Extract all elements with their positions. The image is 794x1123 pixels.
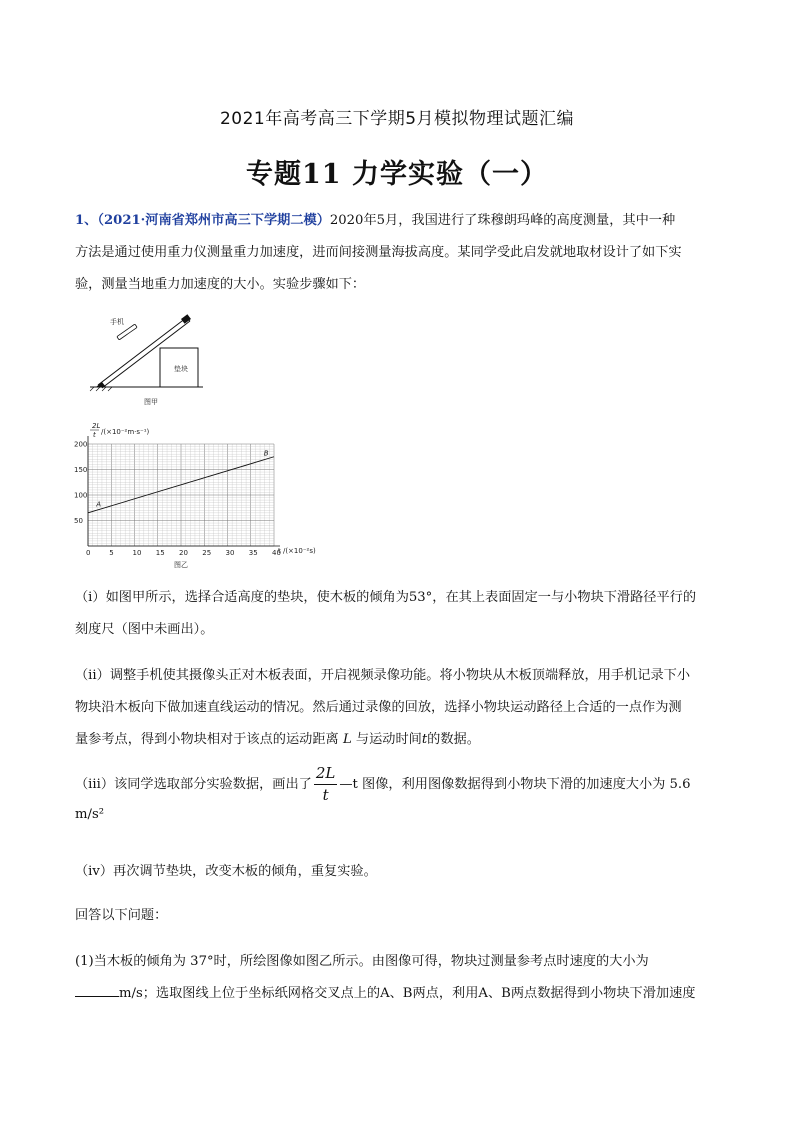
page-title: 专题11 力学实验（一）	[246, 159, 548, 190]
y-label-unit: /(×10⁻²m·s⁻¹)	[101, 428, 150, 436]
figure-a-caption: 图甲	[144, 398, 158, 406]
answer-prompt: 回答以下问题：	[75, 908, 168, 923]
intro-line-2: 方法是通过使用重力仪测量重力加速度，进而间接测量海拔高度。某同学受此启发就地取材设计了如下实	[75, 245, 682, 260]
step-2	[75, 660, 725, 756]
step-4-text: 再次调节垫块，改变木板的倾角，重复实验。	[113, 864, 377, 879]
x-tick-label: 0	[86, 549, 91, 557]
step-1-line-1: 如图甲所示，选择合适高度的垫块，使木板的倾角为53°，在其上表面固定一与小物块下滑路径平行的	[105, 590, 697, 605]
intro-line-1: 2020年5月，我国进行了珠穆朗玛峰的高度测量，其中一种	[329, 213, 676, 228]
question-line-1	[75, 205, 725, 237]
fraction-numerator: 2L	[314, 766, 338, 785]
step-3-pre: 该同学选取部分实验数据，画出了	[114, 777, 312, 792]
step-1-label: （i）	[75, 590, 106, 605]
y-label-denominator: t	[93, 431, 96, 439]
part-1-line-2: m/s；选取图线上位于坐标纸网格交叉点上的A、B两点，利用A、B两点数据得到小物块下滑加速度	[119, 986, 696, 1001]
x-tick-label: 25	[202, 549, 212, 557]
question-number: 1、	[75, 213, 98, 228]
x-label: t /(×10⁻²s)	[278, 547, 316, 555]
x-tick-label: 30	[225, 549, 235, 557]
step-2-label: （ii）	[75, 668, 110, 683]
y-tick-label: 150	[74, 466, 88, 474]
x-tick-label: 20	[179, 549, 188, 557]
part-1-line-1: (1)当木板的倾角为 37°时，所绘图像如图乙所示。由图像可得，物块过测量参考点时速度的大小为	[75, 954, 649, 969]
fraction-2L-over-t	[314, 766, 338, 803]
step-1-line-2: 刻度尺（图中未画出）。	[75, 622, 214, 637]
x-tick-label: 40	[272, 549, 281, 557]
ground-hatching	[90, 387, 112, 391]
x-tick-label: 10	[132, 549, 142, 557]
graph-y-label	[90, 422, 150, 439]
part-1	[75, 946, 725, 1010]
y-tick-label: 50	[74, 517, 83, 525]
question-intro	[75, 205, 725, 301]
step-4-label: （iv）	[75, 864, 114, 879]
document-header: 2021年高考高三下学期5月模拟物理试题汇编	[219, 109, 575, 129]
step-3	[75, 766, 725, 831]
step-2-line-3b: 与运动时间	[355, 732, 422, 747]
question-source: （2021·河南省郑州市高三下学期二模）	[97, 213, 330, 228]
intro-line-3: 验，测量当地重力加速度的大小。实验步骤如下：	[75, 277, 366, 292]
point-label-b: B	[263, 449, 269, 458]
figure-a-incline-diagram	[88, 312, 218, 412]
fraction-denominator: t	[322, 786, 329, 804]
var-t: t	[421, 732, 428, 747]
y-tick-label: 100	[74, 491, 88, 500]
step-3-label: （iii）	[75, 777, 115, 792]
step-2-line-3a: 量参考点，得到小物块相对于该点的运动距离	[75, 732, 339, 747]
step-2-line-2: 物块沿木板向下做加速直线运动的情况。然后通过录像的回放，选择小物块运动路径上合适的一点作为测	[75, 700, 682, 715]
figure-b-caption: 图乙	[174, 561, 188, 569]
x-tick-label: 5	[109, 549, 114, 557]
var-L: L	[342, 732, 352, 747]
phone-label: 手机	[110, 318, 124, 326]
point-label-a: A	[96, 500, 102, 509]
step-3-post: —t 图像，利用图像数据得到小物块下滑的加速度大小为 5.6	[339, 777, 691, 792]
slider-block	[181, 314, 191, 324]
graph-grid	[88, 444, 274, 546]
step-1	[75, 582, 725, 646]
step-2-line-3c: 的数据。	[427, 732, 480, 747]
y-tick-label: 200	[74, 440, 88, 449]
phone-icon	[117, 324, 137, 340]
block-label: 垫块	[174, 365, 188, 373]
x-tick-label: 15	[155, 549, 165, 557]
graph-axes	[88, 436, 280, 546]
step-4	[75, 856, 725, 888]
y-label-numerator: 2L	[92, 422, 101, 430]
answer-blank-1[interactable]	[75, 982, 119, 997]
step-2-line-1: 调整手机使其摄像头正对木板表面，开启视频录像功能。将小物块从木板顶端释放，用手机记录下小	[109, 668, 691, 683]
graph-tick-labels	[74, 441, 281, 558]
step-3-unit: m/s²	[75, 807, 105, 822]
x-tick-label: 35	[248, 549, 258, 557]
figure-b-graph	[66, 418, 316, 570]
